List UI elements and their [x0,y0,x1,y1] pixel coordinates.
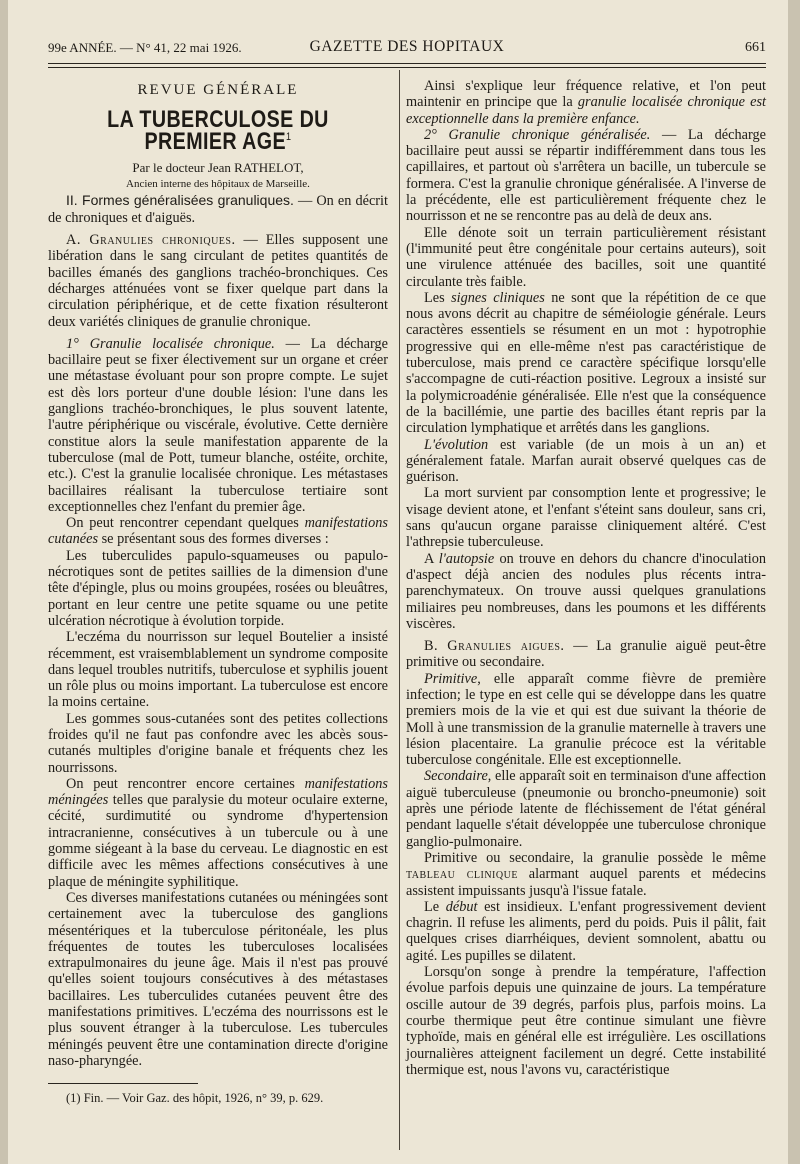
paragraph: A l'autopsie on trouve en dehors du chancre d'inoculation d'aspect déjà ancien des nodules plus récents intra-parenchymateux. On trouve aussi quelques granulations miliaires peu nombreuses, dans les poumons et les différents viscères. [406,550,766,632]
footnote-rule [48,1083,198,1084]
column-divider [399,70,400,1150]
left-column [48,76,388,1107]
paragraph: Elle dénote soit un terrain particulièrement résistant (l'immunité peut être congénitale pour certains auteurs), soit une virulence atténuée des bacilles, soit une quantité circulante très faible. [406,224,766,290]
issue-info: 99e ANNÉE. — N° 41, 22 mai 1926. [48,40,242,55]
byline: Par le docteur Jean RATHELOT, [132,159,304,175]
subsection-heading: B. Granulies aigues. [424,638,565,655]
paragraph: La mort survient par consomption lente et progressive; le visage devient atone, et l'enfant s'éteint sans douleur, sans cri, sans qu'aucun organe paraisse cliniquement altéré. C'est l'athrepsie tuberculeuse. [406,485,766,551]
paragraph: L'eczéma du nourrisson sur lequel Boutelier a insisté récemment, est vraisemblablement un syndrome composite dans lequel troubles nutritifs, tuberculose et syphilis jouent un rôle plus ou moins important. La tuberculose est encore la moins certaine. [48,629,388,711]
affiliation: Ancien interne des hôpitaux de Marseille. [126,178,310,191]
paragraph: A. Granulies chroniques. — Elles supposent une libération dans le sang circulant de petites quantités de bacilles émanés des ganglions trachéo-bronchiques. Ces décharges atténuées vont se fixer quelque part dans la circulation périphérique, et de cette fixation résulteront deux variétés cliniques de granulie chronique. [48,232,389,330]
running-header [48,36,766,60]
header-rule [48,63,766,64]
paragraph: Ainsi s'explique leur fréquence relative, et l'on peut maintenir en principe que la granulie localisée chronique est exceptionnelle dans la première enfance. [406,78,766,127]
article-title [79,106,358,155]
paragraph: Primitive ou secondaire, la granulie possède le même tableau clinique alarmant auquel parents et médecins assistent impuissants jusqu'à l'issue fatale. [406,849,766,899]
paragraph: Les tuberculides papulo-squameuses ou papulo-nécrotiques sont de petites saillies de la dimension d'une tête d'épingle, plus ou moins groupées, rosées ou bleuâtres, portant en leur centre une petite squame ou une petite ulcération nécrotique à évolution torpide. [48,547,388,629]
paragraph: Secondaire, elle apparaît soit en terminaison d'une affection aiguë tuberculeuse (pneumonie ou broncho-pneumonie) soit après une période latente de fléchissement de l'état général pendant laquelle s'était développée une tuberculose chronique ganglio-pulmonaire. [406,768,766,850]
paragraph: Les signes cliniques ne sont que la répétition de ce que nous avons décrit au chapitre de séméiologie générale. Leurs caractères essentiels se résument en un mot : hypotrophie progressive qui en elle-même n'est pas caractéristique de tuberculose, mais prend ce caractère spécifique lorsqu'elle s'accompagne de cuti-réaction positive. Legroux a insisté sur la polymicroadénie généralisée. Elle n'est que la conséquence de la bacillémie, une partie des bacilles étant repris par la circulation lymphatique et arrêtés dans les ganglions. [406,289,767,437]
paragraph: Les gommes sous-cutanées sont des petites collections froides qu'il ne faut pas confondre avec les abcès sous-cutanés multiples d'origine banale et fréquents chez les nourrissons. [48,710,388,776]
right-column [406,78,766,1078]
title-footnote-mark: 1 [286,130,292,143]
subsection-heading: 2° Granulie chronique généralisée. [424,126,651,143]
section-heading: II. Formes généralisées granuliques. [66,192,294,209]
footnote: (1) Fin. — Voir Gaz. des hôpit, 1926, n° 39, p. 629. [66,1091,324,1106]
section-kicker: REVUE GÉNÉRALE [137,82,299,98]
paragraph: L'évolution est variable (de un mois à un an) et généralement fatale. Marfan aurait observé quelques cas de guérison. [406,436,766,486]
subsection-heading: A. Granulies chroniques. [66,232,236,249]
header-rule-double [48,67,766,68]
journal-page [8,0,788,1164]
paragraph: Primitive, elle apparaît comme fièvre de première infection; le type en est celle qui se développe dans les quatre premiers mois de la vie et qui est due suivant la théorie de Moll à une transmission de la granulie maternelle à travers une lésion placentaire. La granulie précoce est la véritable tuberculose congénitale. Elle est exceptionnelle. [406,670,766,769]
page-number: 661 [745,40,766,55]
paragraph: Le début est insidieux. L'enfant progressivement devient chagrin. Il refuse les aliments, perd du poids. Puis il pâlit, fait quelques crises diarrhéiques, devient somnolent, abattu ou agité. Les pupilles se dilatent. [406,898,767,964]
paragraph: On peut rencontrer encore certaines manifestations méningées telles que paralysie du moteur oculaire externe, cécité, surdimutité ou syndrome d'hypertension intracranienne, consécutives à un tubercule ou à une gomme siégeant à la base du cerveau. Le diagnostic en est difficile avec les mêmes affections consécutives à une plaque de méningite syphilitique. [48,775,388,890]
paragraph: II. Formes généralisées granuliques. — On en décrit de chroniques et d'aiguës. [48,192,388,226]
title-text: LA TUBERCULOSE DU PREMIER AGE [107,106,329,155]
paragraph: 1° Granulie localisée chronique. — La décharge bacillaire peut se fixer électivement sur un organe et créer une métastase évoluant pour son propre compte. Le sujet est dès lors porteur d'une double lésion: l'une dans les ganglions trachéo-bronchiques, le plus souvent latente, l'autre périphérique ou viscérale, évolutive. Cette dernière constitue alors la seule manifestation apparente de la tuberculose (mal de Pott, tumeur blanche, ostéite, orchite, etc.). C'est la granulie localisée chronique. Les métastases bacillaires réalisant la tuberculose tertiaire sont exceptionnelles chez l'enfant du premier âge. [48,335,388,515]
paragraph: Ces diverses manifestations cutanées ou méningées sont certainement avec la tuberculose des ganglions mésentériques et la tuberculose péritonéale, les plus fréquentes de toutes les tuberculoses localisées extrapulmonaires du jeune âge. Mais il n'est pas prouvé qu'elles soient toujours consécutives à des métastases bacillaires. Les tuberculides cutanées peuvent être des manifestations primitives. L'eczéma des nourrissons est le plus souvent étranger à la tuberculose. Les tubercules méningés peuvent être une contamination directe d'origine naso-pharyngée. [48,889,388,1069]
subsection-heading: 1° Granulie localisée chronique. [66,335,275,352]
paragraph: 2° Granulie chronique généralisée. — La décharge bacillaire peut aussi se répartir indifféremment dans tous les capillaires, et partout où s'arrêtera un bacille, un tubercule se formera. C'est la granulie chronique généralisée. A l'inverse de la précédente, elle est particulièrement fréquente chez le nourrisson et ne se rencontre pas au delà de deux ans. [406,126,766,225]
journal-title: GAZETTE DES HOPITAUX [309,38,505,55]
paragraph: Lorsqu'on songe à prendre la température, l'affection évolue parfois depuis une quinzaine de jours. La température oscille autour de 39 degrés, parfois plus, parfois moins. La courbe thermique peut être continue simulant une fièvre typhoïde, mais en général elle est irrégulière. Les oscillations journalières atteignent facilement un degré. Cette instabilité thermique est, nous l'avons vu, caractéristique [406,964,766,1078]
paragraph: On peut rencontrer cependant quelques manifestations cutanées se présentant sous des formes diverses : [48,515,388,548]
paragraph: B. Granulies aigues. — La granulie aiguë peut-être primitive ou secondaire. [406,638,766,671]
